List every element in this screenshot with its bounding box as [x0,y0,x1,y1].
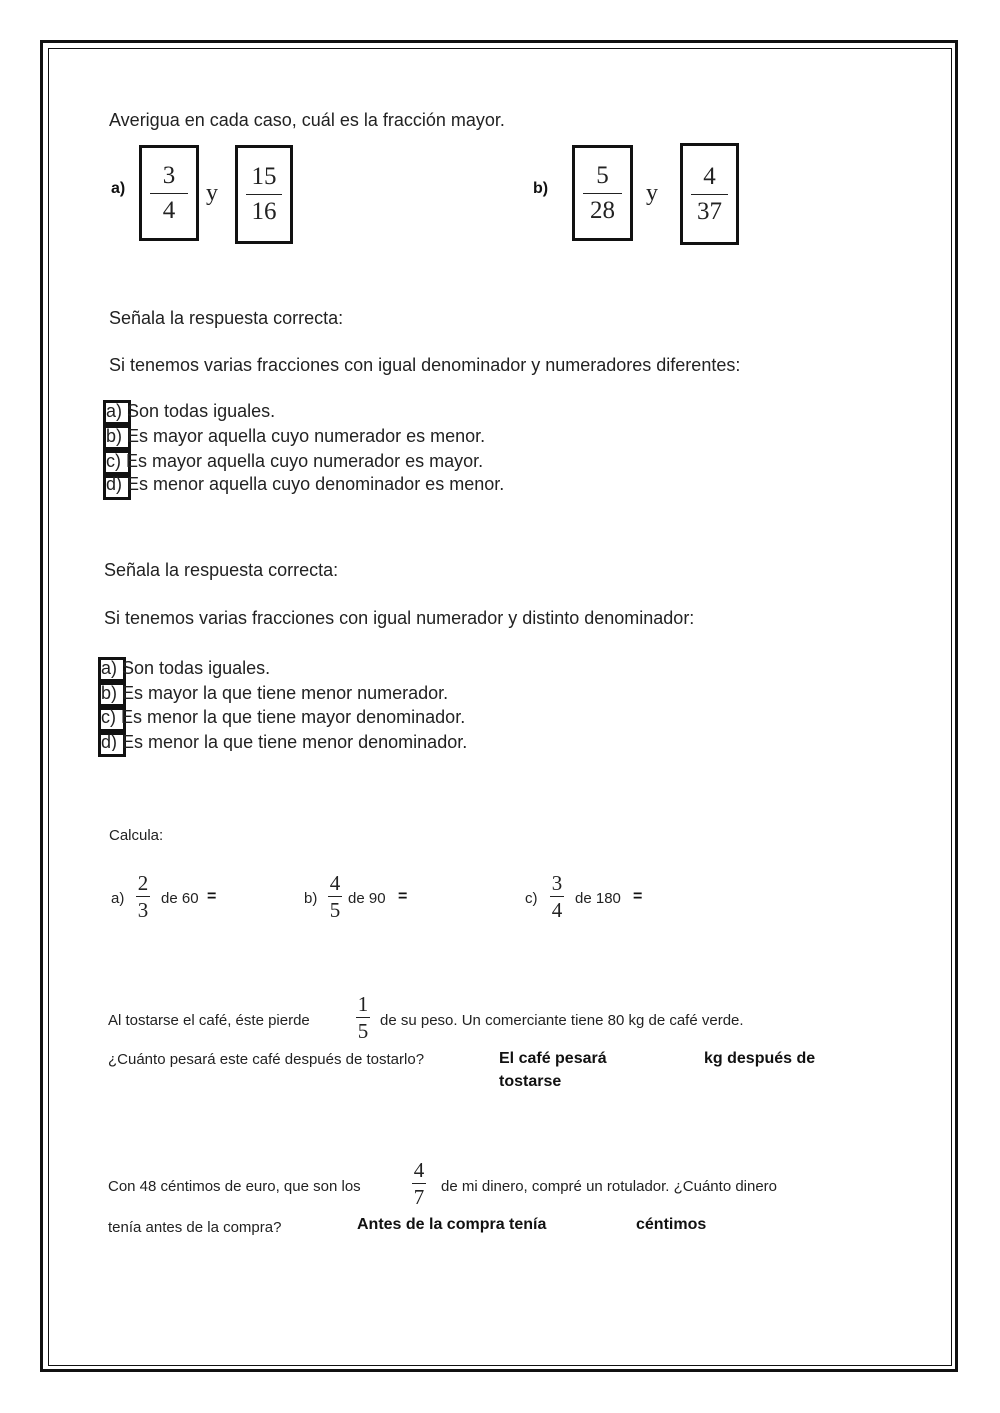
fraction-box-5-28[interactable] [572,145,633,241]
q3-option-a: a) Son todas iguales. [101,658,271,678]
calc-a-text: de 60 [161,890,199,907]
q3-stem: Si tenemos varias fracciones con igual numerador y distinto denominador: [104,608,695,628]
q1-title: Averigua en cada caso, cuál es la fracción mayor. [109,110,505,130]
denominator: 28 [590,196,615,224]
q6-answer-suffix: céntimos [636,1216,707,1233]
q1-a-label: a) [111,180,126,197]
denominator: 4 [162,196,176,224]
q2-option-c: c) Es mayor aquella cuyo numerador es mayor. [106,451,484,471]
calc-c-text: de 180 [575,890,621,907]
q6-text-pre: Con 48 céntimos de euro, que son los [108,1178,361,1195]
denominator: 16 [251,198,277,225]
fraction-1-5: 1 5 [357,992,369,1043]
calc-c-label: c) [525,890,538,907]
q1-b-label: b) [533,180,549,197]
numerator: 4 [703,162,716,190]
fraction-2-3: 2 3 [137,871,149,922]
q3-option-d: d) Es menor la que tiene menor denominador. [101,732,468,751]
fraction-4-5: 4 5 [329,871,341,922]
calc-a-label: a) [111,890,125,907]
q3-option-d-clipped [98,731,578,751]
fraction-box-3-4[interactable] [139,145,199,241]
q1-b-conj: y [646,180,658,206]
fraction-3-4: 3 4 [551,871,563,922]
numerator: 15 [251,163,277,190]
q3-option-b: b) Es mayor la que tiene menor numerador. [101,683,449,703]
q2-stem: Si tenemos varias fracciones con igual denominador y numeradores diferentes: [109,355,741,375]
q2-option-b: b) Es mayor aquella cuyo numerador es menor. [106,426,486,446]
calc-c-equals[interactable]: = [633,888,643,905]
q5-text-pre: Al tostarse el café, éste pierde [108,1012,310,1029]
q6-question: tenía antes de la compra? [108,1219,282,1236]
calc-b-label: b) [304,890,318,907]
fraction-box-15-16[interactable] [235,145,293,244]
q6-answer-prefix: Antes de la compra tenía [357,1216,547,1233]
q5-answer-prefix: El café pesará [499,1050,607,1067]
q5-question: ¿Cuánto pesará este café después de tostarlo? [108,1051,425,1068]
numerator: 5 [596,161,609,189]
calc-a-equals[interactable]: = [207,888,217,905]
fraction-4-7: 4 7 [413,1158,425,1209]
numerator: 3 [162,161,176,189]
fraction-box-4-37[interactable] [680,143,739,245]
q4-title: Calcula: [109,827,164,844]
q1-a-conj: y [206,180,218,206]
q2-option-d: d) Es menor aquella cuyo denominador es menor. [106,474,505,494]
q5-text-post: de su peso. Un comerciante tiene 80 kg de café verde. [380,1012,744,1029]
calc-b-equals[interactable]: = [398,888,408,905]
calc-b-text: de 90 [348,890,386,907]
q5-answer-suffix: kg después de [704,1050,816,1067]
q2-title: Señala la respuesta correcta: [109,308,344,328]
q3-title: Señala la respuesta correcta: [104,560,339,580]
q3-option-c: c) Es menor la que tiene mayor denominador. [101,707,466,727]
q6-text-post: de mi dinero, compré un rotulador. ¿Cuánto dinero [441,1178,778,1195]
q2-option-a: a) Son todas iguales. [106,401,276,421]
q5-answer-end: tostarse [499,1073,562,1090]
denominator: 37 [697,197,722,225]
